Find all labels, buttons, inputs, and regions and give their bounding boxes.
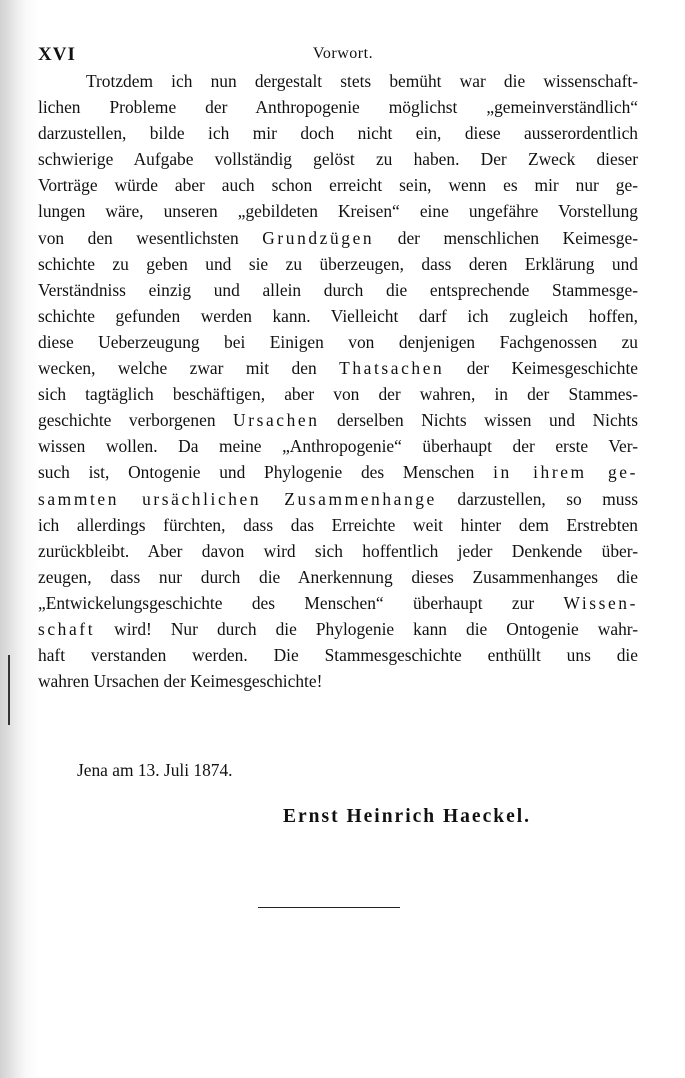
text-segment: zurückbleibt. Aber davon wird sich hoffentlich jeder Denkende über- (38, 540, 638, 561)
place-date-line: Jena am 13. Juli 1874. (77, 760, 233, 780)
text-segment: Verständniss einzig und allein durch die entsprechende Stammesge- (38, 279, 638, 300)
text-segment: von den wesentlichsten (38, 227, 263, 248)
text-segment: darzustellen, bilde ich mir doch nicht ein, diese ausserordentlich (38, 123, 638, 144)
text-segment: lichen Probleme der Anthropogenie möglichst „gemeinverständlich“ (38, 97, 638, 118)
text-segment: ich allerdings fürchten, dass das Erreichte weit hinter dem Erstrebten (38, 514, 638, 535)
spaced-emphasis: Wissen- (563, 592, 638, 613)
text-segment: schwierige Aufgabe vollständig gelöst zu haben. Der Zweck dieser (38, 149, 638, 170)
text-line (38, 120, 638, 146)
gutter-shadow (0, 0, 26, 1078)
spaced-emphasis: Thatsachen (339, 358, 445, 379)
spaced-emphasis: sammten ursächlichen Zusammenhange (38, 488, 437, 509)
text-segment: wahren Ursachen der Keimesgeschichte! (38, 671, 323, 692)
page-number: XVI (38, 44, 76, 65)
text-line (38, 642, 638, 668)
text-line (38, 225, 638, 251)
text-line (38, 486, 638, 512)
text-line (38, 94, 638, 120)
author-signature: Ernst Heinrich Haeckel. (283, 806, 532, 827)
text-line (38, 590, 638, 616)
text-line (38, 329, 638, 355)
text-line (38, 668, 638, 694)
text-segment: wird! Nur durch die Phylogenie kann die Ontogenie wahr- (95, 618, 638, 639)
text-segment: wecken, welche zwar mit den (38, 358, 340, 379)
text-line (38, 251, 638, 277)
margin-mark (8, 655, 10, 725)
text-segment: darzustellen, so muss (436, 488, 638, 509)
text-line (38, 355, 638, 381)
text-line (38, 407, 638, 433)
text-line (38, 68, 638, 94)
spaced-emphasis: schaft (38, 618, 96, 639)
text-segment: zeugen, dass nur durch die Anerkennung dieses Zusammenhanges die (38, 566, 638, 587)
text-segment: „Entwickelungsgeschichte des Menschen“ überhaupt zur (38, 592, 564, 613)
spaced-emphasis: Ursachen (233, 410, 320, 431)
text-segment: haft verstanden werden. Die Stammesgeschichte enthüllt uns die (38, 645, 638, 666)
text-line (38, 381, 638, 407)
text-line (38, 303, 638, 329)
text-line (38, 433, 638, 459)
spaced-emphasis: Grundzügen (262, 227, 375, 248)
text-segment: Trotzdem ich nun dergestalt stets bemüht war die wissenschaft- (86, 71, 638, 91)
text-line (38, 459, 638, 485)
text-line (38, 616, 638, 642)
text-segment: sich tagtäglich beschäftigen, aber von der wahren, in der Stammes- (38, 384, 638, 405)
text-segment: Vorträge würde aber auch schon erreicht sein, wenn es mir nur ge- (38, 175, 638, 196)
text-segment: diese Ueberzeugung bei Einigen von denjenigen Fachgenossen zu (38, 331, 638, 352)
spaced-emphasis: in ihrem ge- (493, 462, 638, 483)
text-segment: schichte zu geben und sie zu überzeugen, dass deren Erklärung und (38, 253, 638, 274)
text-line (38, 172, 638, 198)
text-segment: lungen wäre, unseren „gebildeten Kreisen“ eine ungefähre Vorstellung (38, 201, 638, 222)
text-segment: schichte gefunden werden kann. Vielleicht darf ich zugleich hoffen, (38, 305, 638, 326)
running-title: Vorwort. (312, 45, 374, 62)
text-line (38, 538, 638, 564)
text-segment: der menschlichen Keimesge- (374, 227, 638, 248)
page-header (38, 44, 648, 68)
text-line (38, 277, 638, 303)
text-segment: geschichte verborgenen (38, 410, 234, 431)
text-line (38, 146, 638, 172)
text-line (38, 512, 638, 538)
text-segment: derselben Nichts wissen und Nichts (319, 410, 639, 431)
text-segment: wissen wollen. Da meine „Anthropogenie“ überhaupt der erste Ver- (38, 436, 638, 457)
text-segment: such ist, Ontogenie und Phylogenie des Menschen (38, 462, 494, 483)
text-line (38, 564, 638, 590)
text-line (38, 198, 638, 224)
text-segment: der Keimesgeschichte (444, 358, 638, 379)
end-rule (258, 907, 400, 908)
preface-paragraph (38, 68, 638, 694)
